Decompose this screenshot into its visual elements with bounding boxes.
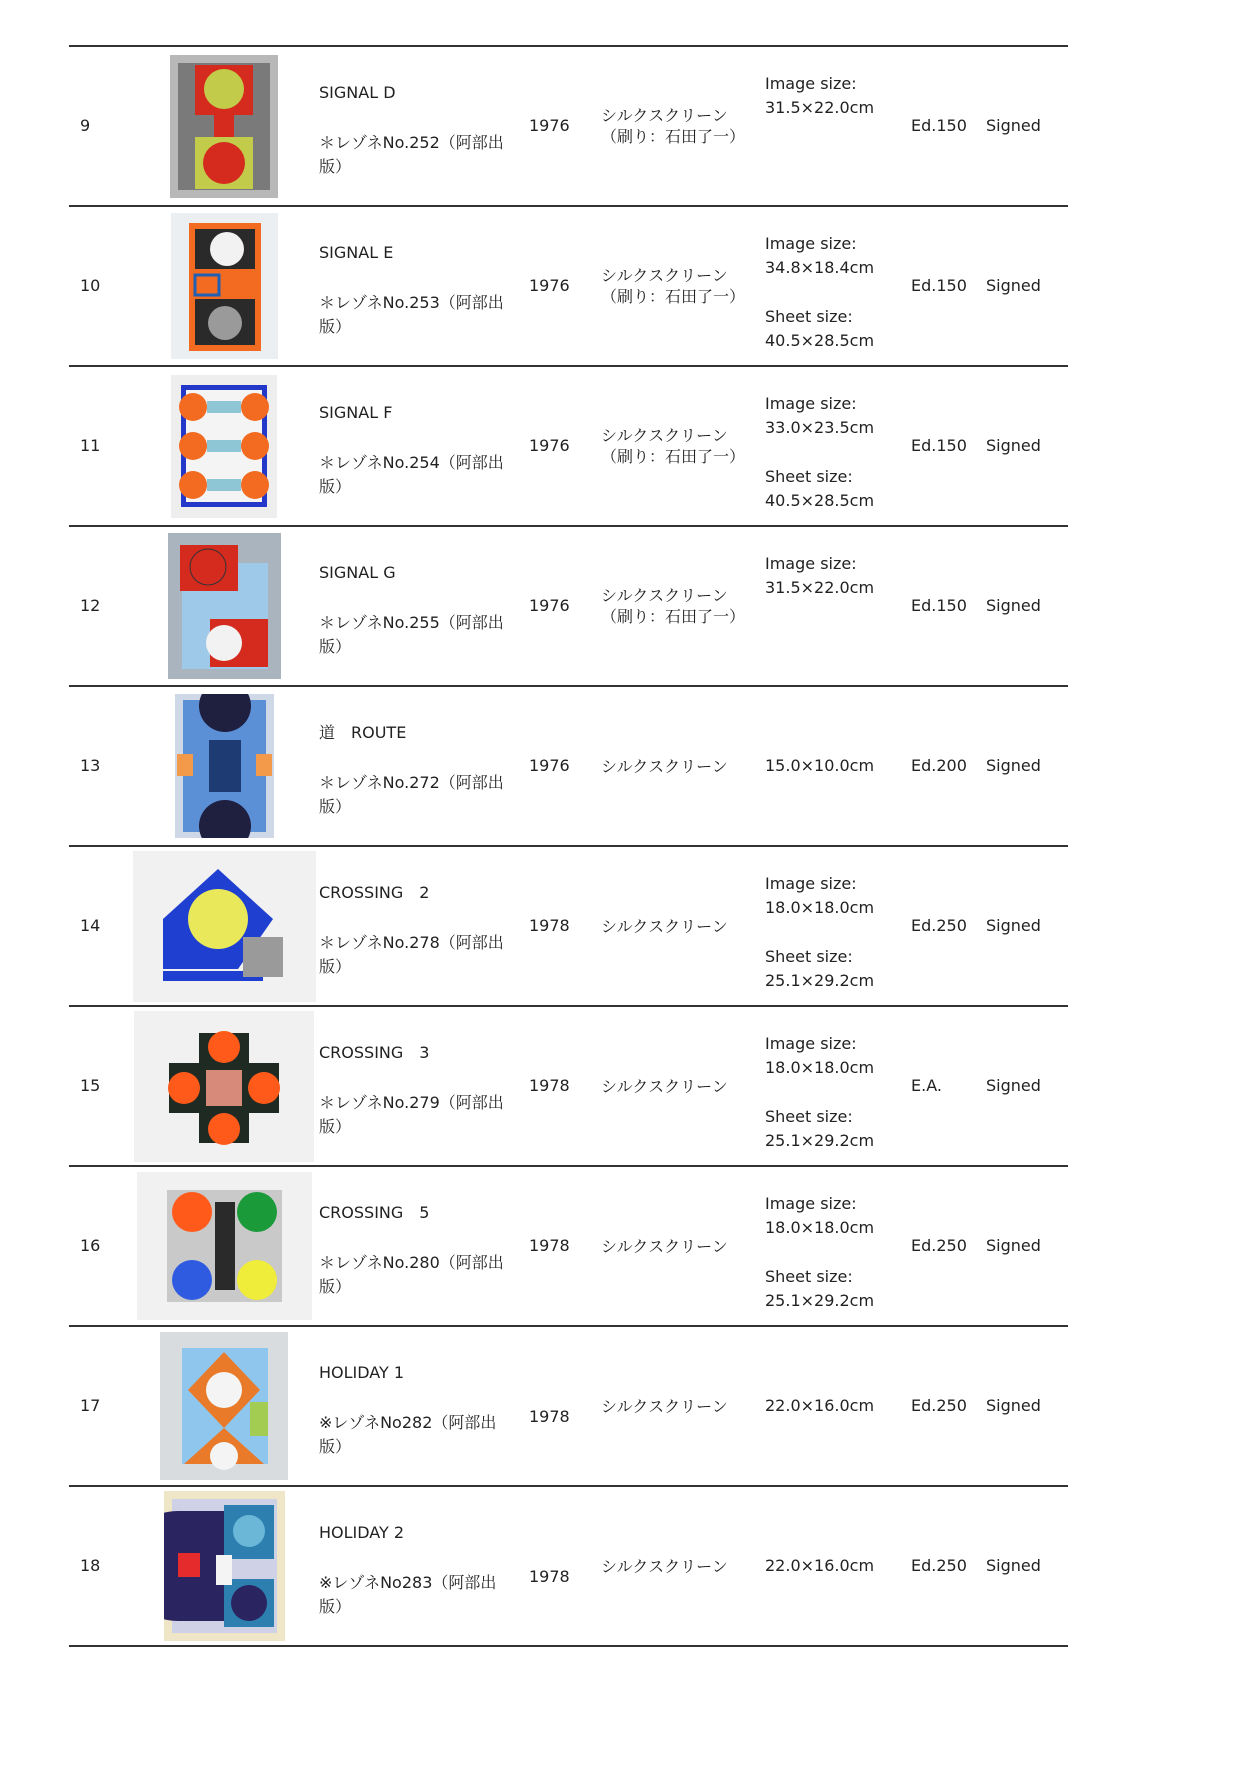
edition: Ed.250 (911, 916, 967, 935)
catalogue-reference: ＊レゾネNo.278（阿部出版） (319, 933, 504, 976)
table-row (69, 45, 1068, 205)
title-cell (319, 367, 509, 525)
year: 1976 (529, 436, 570, 455)
catalogue-reference: ＊レゾネNo.279（阿部出版） (319, 1093, 504, 1136)
signed-status: Signed (986, 1076, 1041, 1095)
sheet-size-label: Sheet size: (765, 947, 853, 966)
year: 1976 (529, 756, 570, 775)
year: 1978 (529, 916, 570, 935)
artwork-thumbnail (119, 367, 329, 525)
year: 1978 (529, 1407, 570, 1426)
item-number: 14 (80, 916, 101, 935)
signed-status: Signed (986, 1236, 1041, 1255)
title-cell (319, 47, 509, 205)
item-number: 18 (80, 1556, 101, 1575)
artwork-signal-g-image (168, 533, 281, 679)
edition: Ed.200 (911, 756, 967, 775)
artwork-thumbnail (119, 1167, 329, 1325)
item-number: 16 (80, 1236, 101, 1255)
item-number: 17 (80, 1396, 101, 1415)
size-cell (765, 1007, 895, 1165)
item-number: 15 (80, 1076, 101, 1095)
artwork-signal-f-image (171, 375, 277, 518)
year: 1976 (529, 596, 570, 615)
table-row (69, 1485, 1068, 1647)
size-cell (765, 1167, 895, 1325)
edition: Ed.150 (911, 116, 967, 135)
artwork-title: CROSSING 3 (319, 1043, 430, 1062)
sheet-size: 25.1×29.2cm (765, 1131, 875, 1150)
artwork-title: CROSSING 2 (319, 883, 430, 902)
artwork-thumbnail (119, 847, 329, 1005)
image-size-label: Image size: (765, 1194, 857, 1213)
image-size: 18.0×18.0cm (765, 1058, 875, 1077)
artwork-title: SIGNAL E (319, 243, 394, 262)
catalogue-reference: ＊レゾネNo.252（阿部出版） (319, 133, 504, 176)
title-cell (319, 1167, 509, 1325)
sheet-size: 25.1×29.2cm (765, 1291, 875, 1310)
signed-status: Signed (986, 436, 1041, 455)
medium-note: （刷り：石田了一） (601, 287, 746, 306)
medium-note: （刷り：石田了一） (601, 127, 746, 146)
item-number: 11 (80, 436, 101, 455)
image-size-label: Image size: (765, 1034, 857, 1053)
medium-name: シルクスクリーン (601, 106, 728, 125)
medium-note: （刷り：石田了一） (601, 607, 746, 626)
signed-status: Signed (986, 756, 1041, 775)
catalogue-reference: ＊レゾネNo.272（阿部出版） (319, 773, 504, 816)
image-size: 22.0×16.0cm (765, 1556, 875, 1575)
image-size: 31.5×22.0cm (765, 578, 875, 597)
size-cell (765, 47, 895, 205)
catalogue-reference: ＊レゾネNo.255（阿部出版） (319, 613, 504, 656)
edition: Ed.250 (911, 1236, 967, 1255)
title-cell (319, 1487, 509, 1645)
medium-note: （刷り：石田了一） (601, 447, 746, 466)
table-row (69, 1325, 1068, 1485)
signed-status: Signed (986, 916, 1041, 935)
medium-name: シルクスクリーン (601, 1556, 728, 1576)
medium (601, 1487, 741, 1645)
image-size: 15.0×10.0cm (765, 756, 875, 775)
artwork-title: 道 ROUTE (319, 723, 407, 742)
item-number: 13 (80, 756, 101, 775)
image-size-label: Image size: (765, 554, 857, 573)
item-number: 10 (80, 276, 101, 295)
year: 1978 (529, 1076, 570, 1095)
artwork-title: SIGNAL F (319, 403, 393, 422)
image-size: 18.0×18.0cm (765, 898, 875, 917)
size-cell (765, 1327, 895, 1485)
image-size-label: Image size: (765, 234, 857, 253)
size-cell (765, 527, 895, 685)
image-size: 33.0×23.5cm (765, 418, 875, 437)
table-row (69, 685, 1068, 845)
signed-status: Signed (986, 116, 1041, 135)
medium-name: シルクスクリーン (601, 586, 728, 605)
artwork-thumbnail (119, 527, 329, 685)
medium (601, 1007, 741, 1165)
artwork-crossing-2-image (133, 851, 316, 1002)
artwork-title: SIGNAL D (319, 83, 396, 102)
medium (601, 367, 746, 525)
size-cell (765, 847, 895, 1005)
medium (601, 47, 746, 205)
year: 1978 (529, 1567, 570, 1586)
size-cell (765, 207, 895, 365)
sheet-size: 40.5×28.5cm (765, 331, 875, 350)
medium-name: シルクスクリーン (601, 1076, 728, 1096)
image-size: 22.0×16.0cm (765, 1396, 875, 1415)
image-size: 31.5×22.0cm (765, 98, 875, 117)
catalogue-reference: ※レゾネNo283（阿部出版） (319, 1573, 497, 1616)
artwork-thumbnail (119, 47, 329, 205)
signed-status: Signed (986, 596, 1041, 615)
catalog-table (69, 45, 1068, 1647)
title-cell (319, 847, 509, 1005)
edition: Ed.150 (911, 276, 967, 295)
table-row (69, 525, 1068, 685)
artwork-holiday-2-image (164, 1491, 285, 1641)
table-row (69, 365, 1068, 525)
sheet-size: 40.5×28.5cm (765, 491, 875, 510)
image-size: 34.8×18.4cm (765, 258, 875, 277)
medium (601, 1167, 741, 1325)
year: 1978 (529, 1236, 570, 1255)
artwork-thumbnail (119, 1007, 329, 1165)
year: 1976 (529, 116, 570, 135)
edition: Ed.150 (911, 436, 967, 455)
size-cell (765, 687, 895, 845)
edition: Ed.150 (911, 596, 967, 615)
catalogue-reference: ＊レゾネNo.253（阿部出版） (319, 293, 504, 336)
catalogue-reference: ＊レゾネNo.254（阿部出版） (319, 453, 504, 496)
signed-status: Signed (986, 1556, 1041, 1575)
catalogue-reference: ＊レゾネNo.280（阿部出版） (319, 1253, 504, 1296)
sheet-size-label: Sheet size: (765, 467, 853, 486)
table-row (69, 1165, 1068, 1325)
table-row (69, 205, 1068, 365)
size-cell (765, 1487, 895, 1645)
medium (601, 207, 746, 365)
year: 1976 (529, 276, 570, 295)
medium (601, 1327, 741, 1485)
item-number: 9 (80, 116, 91, 135)
edition: Ed.250 (911, 1556, 967, 1575)
artwork-title: SIGNAL G (319, 563, 396, 582)
title-cell (319, 207, 509, 365)
title-cell (319, 687, 509, 845)
title-cell (319, 1007, 509, 1165)
table-row (69, 845, 1068, 1005)
table-row (69, 1005, 1068, 1165)
artwork-thumbnail (119, 207, 329, 365)
artwork-title: HOLIDAY 2 (319, 1523, 405, 1542)
item-number: 12 (80, 596, 101, 615)
image-size-label: Image size: (765, 74, 857, 93)
sheet-size: 25.1×29.2cm (765, 971, 875, 990)
size-cell (765, 367, 895, 525)
artwork-crossing-3-image (134, 1011, 314, 1162)
sheet-size-label: Sheet size: (765, 307, 853, 326)
artwork-signal-d-image (170, 55, 278, 198)
medium-name: シルクスクリーン (601, 266, 728, 285)
edition: E.A. (911, 1076, 942, 1095)
medium-name: シルクスクリーン (601, 1236, 728, 1256)
artwork-route-image (175, 694, 274, 838)
artwork-thumbnail (119, 1487, 329, 1645)
catalogue-reference: ※レゾネNo282（阿部出版） (319, 1413, 497, 1456)
image-size-label: Image size: (765, 394, 857, 413)
medium (601, 527, 746, 685)
edition: Ed.250 (911, 1396, 967, 1415)
artwork-holiday-1-image (160, 1332, 288, 1480)
artwork-thumbnail (119, 1327, 329, 1485)
artwork-title: CROSSING 5 (319, 1203, 430, 1222)
signed-status: Signed (986, 1396, 1041, 1415)
title-cell (319, 527, 509, 685)
sheet-size-label: Sheet size: (765, 1267, 853, 1286)
medium (601, 847, 741, 1005)
medium-name: シルクスクリーン (601, 1396, 728, 1416)
artwork-title: HOLIDAY 1 (319, 1363, 405, 1382)
signed-status: Signed (986, 276, 1041, 295)
title-cell (319, 1327, 509, 1485)
medium (601, 687, 741, 845)
medium-name: シルクスクリーン (601, 756, 728, 776)
medium-name: シルクスクリーン (601, 916, 728, 936)
image-size: 18.0×18.0cm (765, 1218, 875, 1237)
artwork-crossing-5-image (137, 1172, 312, 1320)
sheet-size-label: Sheet size: (765, 1107, 853, 1126)
image-size-label: Image size: (765, 874, 857, 893)
artwork-signal-e-image (171, 213, 278, 359)
artwork-thumbnail (119, 687, 329, 845)
medium-name: シルクスクリーン (601, 426, 728, 445)
